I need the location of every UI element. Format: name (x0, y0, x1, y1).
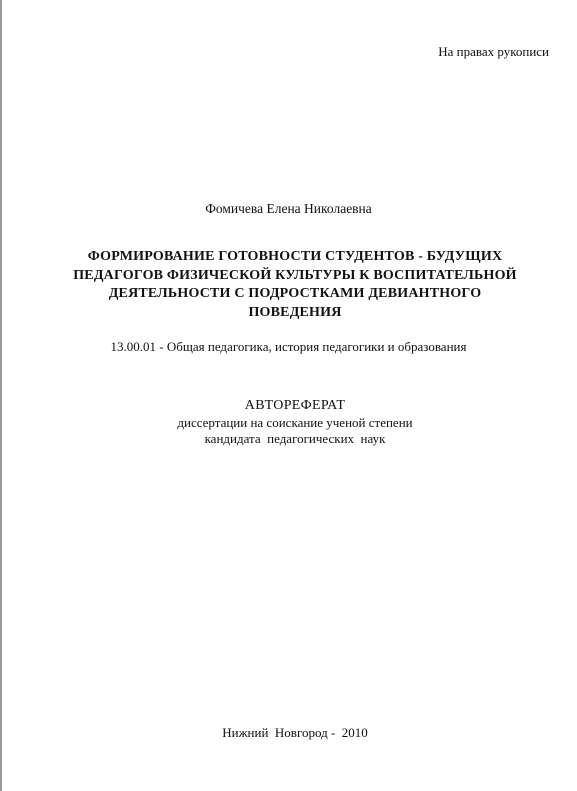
specialty-code: 13.00.01 - Общая педагогика, история педагогики и образования (110, 339, 467, 354)
title-line: ПОВЕДЕНИЯ (248, 304, 342, 320)
city-year: Нижний Новгород - 2010 (222, 725, 368, 740)
purpose-line: диссертации на соискание ученой степени (177, 415, 413, 430)
purpose-line: кандидата педагогических наук (204, 431, 386, 446)
author-name: Фомичева Елена Николаевна (205, 201, 372, 216)
dissertation-title (40, 248, 550, 322)
degree-purpose (0, 415, 577, 447)
rights-label: На правах рукописи (438, 44, 549, 59)
document-type: АВТОРЕФЕРАТ (244, 398, 346, 413)
title-line: ФОРМИРОВАНИЕ ГОТОВНОСТИ СТУДЕНТОВ - БУДУЩИХ (87, 249, 503, 264)
page-left-border (0, 0, 2, 791)
title-line: ДЕЯТЕЛЬНОСТИ С ПОДРОСТКАМИ ДЕВИАНТНОГО (108, 286, 482, 301)
title-line: ПЕДАГОГОВ ФИЗИЧЕСКОЙ КУЛЬТУРЫ К ВОСПИТАТЕЛЬНОЙ (73, 267, 517, 283)
